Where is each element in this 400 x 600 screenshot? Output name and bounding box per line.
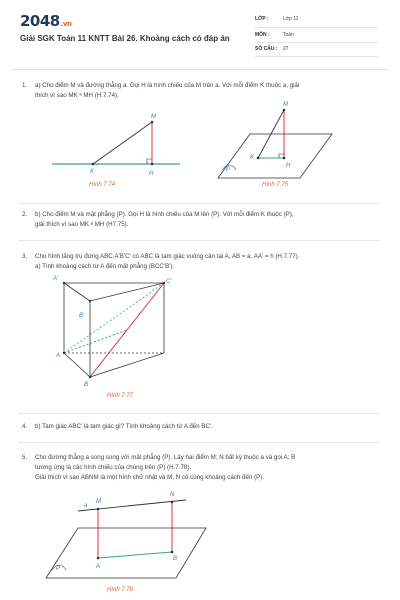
figure-7-74 xyxy=(52,114,180,188)
meta-count-value: 27 xyxy=(283,46,289,52)
segment-KM xyxy=(93,122,152,164)
question-text: giải thích vì sao MK ᵃ MH (H7.75). xyxy=(35,221,129,228)
question-text: a) Tính khoảng cách từ A đến mặt phẳng (BCC'B'). xyxy=(35,263,175,270)
line-a xyxy=(78,500,186,511)
label-A1: A' xyxy=(53,276,59,282)
label-a: a xyxy=(84,503,88,509)
point-H xyxy=(283,157,286,160)
figure-7-75 xyxy=(218,102,332,188)
meta-count-label: SỐ CÂU : xyxy=(255,46,278,52)
caption-7-74: Hình 7.74 xyxy=(89,182,116,188)
point-B xyxy=(171,551,174,554)
label-H: H xyxy=(149,171,154,177)
label-P: P xyxy=(226,167,231,173)
label-P: P xyxy=(56,566,61,572)
figure-7-77 xyxy=(52,276,172,399)
caption-7-77: Hình 7.77 xyxy=(107,393,134,399)
edge-AB xyxy=(64,353,90,377)
point-M xyxy=(151,121,154,124)
question-number: 5. xyxy=(22,454,28,461)
question-text: tương ứng là các hình chiếu của chúng trên (P) (H.7.78). xyxy=(35,464,192,471)
logo-text: 2048 xyxy=(20,12,60,30)
point-H xyxy=(151,163,154,166)
label-A: A xyxy=(56,353,61,359)
page-title: Giải SGK Toán 11 KNTT Bài 26. Khoảng cách có đáp án xyxy=(20,34,230,43)
point-A xyxy=(63,352,65,354)
meta-subject-label: MÔN : xyxy=(255,32,270,38)
meta-class-label: LỚP : xyxy=(255,16,269,22)
point-A1 xyxy=(63,282,65,284)
point-C1 xyxy=(163,282,165,284)
label-M: M xyxy=(283,102,288,108)
caption-7-75: Hình 7.75 xyxy=(262,182,289,188)
edge-A1B1 xyxy=(64,283,90,301)
point-K xyxy=(257,157,260,160)
caption-7-78: Hình 7.78 xyxy=(107,587,134,593)
label-A: A xyxy=(96,564,101,570)
label-M: M xyxy=(151,114,156,120)
question-number: 3. xyxy=(22,253,28,260)
plane-P xyxy=(218,134,332,178)
label-B1: B' xyxy=(79,313,85,319)
question-text: Cho hình lăng trụ đứng ABC.A'B'C' có ABC là tam giác vuông cân tại A, AB = a, AA' = h (H.7.77). xyxy=(35,253,300,260)
edge-BC xyxy=(90,353,164,377)
question-number: 4. xyxy=(22,423,28,430)
point-B xyxy=(89,376,91,378)
label-M: M xyxy=(96,499,101,505)
question-text: b) Cho điểm M và mặt phẳng (P). Gọi H là hình chiếu của M lên (P). Với mỗi điểm K thuộc (P), xyxy=(35,211,294,218)
label-C1: C' xyxy=(166,279,172,285)
question-number: 1. xyxy=(22,82,28,89)
edge-B1C1 xyxy=(90,283,164,301)
label-H: H xyxy=(286,163,291,169)
question-text: Cho đường thẳng a song song với mặt phẳng (P). Lấy hai điểm M; N bất kỳ thuộc a và gọi A; B xyxy=(35,454,296,461)
point-N xyxy=(171,501,174,504)
label-N: N xyxy=(170,492,175,498)
point-M xyxy=(97,508,100,511)
question-text: thích vì sao MK ᵃ MH (H.7.74). xyxy=(35,92,119,99)
point-B1 xyxy=(89,300,91,302)
point-M xyxy=(283,109,286,112)
question-number: 2. xyxy=(22,211,28,218)
point-K xyxy=(92,163,95,166)
question-text: b) Tam giác ABC' là tam giác gì? Tính khoảng cách từ A đến BC'. xyxy=(35,423,213,430)
segment-AB xyxy=(98,552,172,558)
meta-subject-value: Toán xyxy=(283,32,294,38)
question-text: Giải thích vì sao ABNM là một hình chữ nhật và M, N có cùng khoảng cách đến (P). xyxy=(35,474,265,481)
plane-P xyxy=(46,528,206,578)
logo-suffix: .vn xyxy=(60,20,72,28)
point-A xyxy=(97,557,100,560)
label-B: B xyxy=(173,556,178,562)
question-text: a) Cho điểm M và đường thẳng a. Gọi H là hình chiếu của M trên a. Với mỗi điểm K thuộc a, giải xyxy=(35,82,300,89)
label-K: K xyxy=(90,169,95,175)
figure-7-78 xyxy=(46,492,206,593)
meta-class-value: Lớp 11 xyxy=(283,16,299,22)
label-B: B xyxy=(84,382,89,388)
label-K: K xyxy=(250,155,255,161)
